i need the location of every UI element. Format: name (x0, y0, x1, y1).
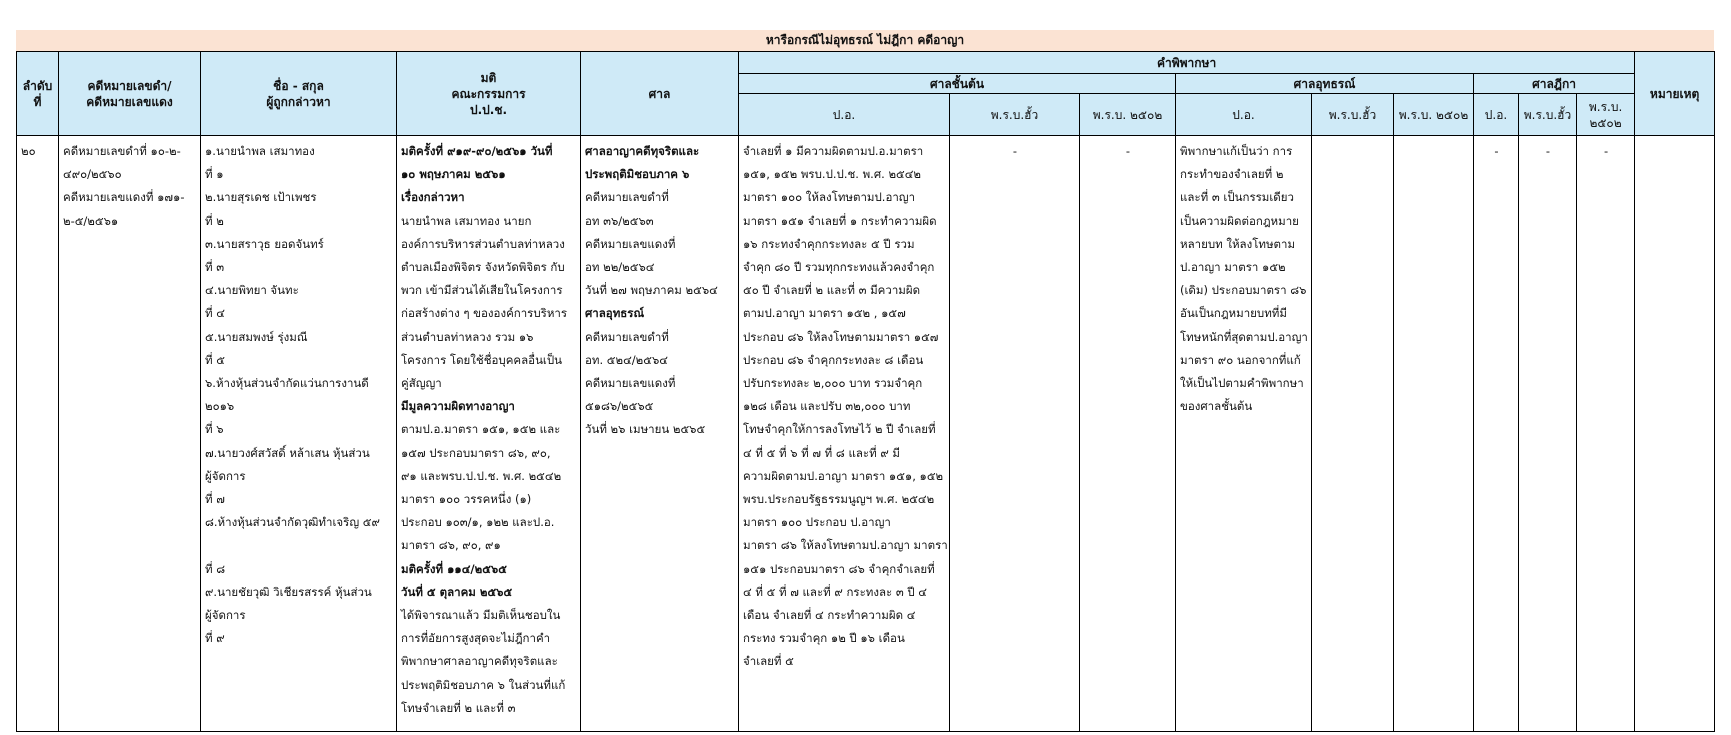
court-line: ศาลอาญาคดีทุจริตและ (585, 144, 700, 158)
cell-remark (1635, 136, 1715, 732)
case-table (16, 51, 1715, 732)
cell-appeal-pr-2502 (1394, 136, 1474, 732)
name-line: ที่ ๖ (205, 422, 224, 437)
resolution-line: ก่อสร้างต่าง ๆ ขององค์การบริหาร (401, 306, 568, 321)
header-appeal-pr-hua: พ.ร.บ.ฮั้ว (1312, 94, 1394, 136)
header-judgment: คำพิพากษา (739, 52, 1635, 74)
first-court-line: มาตรา ๑๕๑ จำเลยที่ ๑ กระทำความผิด (743, 213, 937, 228)
resolution-line: ตำบลเมืองพิจิตร จังหวัดพิจิตร กับ (401, 260, 565, 275)
first-court-line: จำเลยที่ ๕ (743, 654, 794, 669)
court-line: อท. ๕๒๔/๒๕๖๔ (585, 352, 668, 367)
name-line: ๕.นายสมพงษ์ รุ่งมณี (205, 329, 308, 344)
first-court-line: ประกอบ ๘๖ ให้ลงโทษตามมาตรา ๑๕๗ (743, 329, 939, 344)
name-line: ๓.นายสราวุธ ยอดจันทร์ (205, 236, 324, 251)
appeal-court-line: และที่ ๓ เป็นกรรมเดียว (1180, 190, 1294, 205)
first-court-line: เดือน จำเลยที่ ๔ กระทำความผิด ๔ (743, 608, 916, 623)
court-line: อท ๒๒/๒๕๖๔ (585, 260, 655, 275)
name-line: ๒๐๑๖ (205, 399, 235, 414)
header-court: ศาล (581, 52, 739, 136)
name-line: ๒.นายสุรเดช เป้าเพชร (205, 190, 317, 205)
cell-case-no (59, 136, 201, 732)
appeal-court-line: (เดิม) ประกอบมาตรา ๘๖ (1180, 283, 1307, 298)
header-no: ลำดับ ที่ (17, 52, 59, 136)
header-sup-pr-hua: พ.ร.บ.ฮั้ว (1519, 94, 1577, 136)
first-court-line: ๑๕๑ ประกอบมาตรา ๘๖ จำคุกจำเลยที่ (743, 561, 935, 576)
name-line: ๑.นายนำพล เสมาทอง (205, 144, 315, 158)
first-court-line: กระทง รวมจำคุก ๑๒ ปี ๑๖ เดือน (743, 631, 905, 646)
first-court-line: มาตรา ๑๐๐ ให้ลงโทษตามป.อาญา (743, 190, 916, 205)
name-line: ที่ ๑ (205, 167, 224, 182)
resolution-line: ประพฤติมิชอบภาค ๖ ในส่วนที่แก้ (401, 677, 566, 692)
cell-first-pr-hua: - (950, 136, 1080, 732)
appeal-court-line: มาตรา ๙๐ นอกจากที่แก้ (1180, 352, 1301, 367)
court-line: คดีหมายเลขดำที่ (585, 190, 669, 205)
header-appeal-pr-2502: พ.ร.บ. ๒๕๐๒ (1394, 94, 1474, 136)
resolution-line: องค์การบริหารส่วนตำบลท่าหลวง (401, 236, 565, 251)
sheet-title: หารือกรณีไม่อุทธรณ์ ไม่ฎีกา คดีอาญา (16, 30, 1714, 52)
first-court-line: มาตรา ๘๖ ให้ลงโทษตามป.อาญา มาตรา (743, 538, 948, 553)
appeal-court-line: ป.อาญา มาตรา ๑๕๒ (1180, 260, 1286, 275)
court-line: ศาลอุทธรณ์ (585, 306, 645, 321)
first-court-line: มาตรา ๑๐๐ ประกอบ ป.อาญา (743, 515, 891, 530)
resolution-line: มาตรา ๑๐๐ วรรคหนึ่ง (๑) (401, 492, 532, 507)
cell-sup-pr-2502: - (1577, 136, 1635, 732)
court-line: คดีหมายเลขแดงที่ (585, 236, 676, 251)
name-line (205, 534, 393, 557)
appeal-court-line: พิพากษาแก้เป็นว่า การ (1180, 144, 1293, 158)
name-line: ๔.นายพิทยา จันทะ (205, 283, 299, 298)
name-line: ที่ ๘ (205, 561, 226, 576)
resolution-line: ๑๐ พฤษภาคม ๒๕๖๑ (401, 167, 506, 182)
resolution-line: มีมูลความผิดทางอาญา (401, 399, 515, 414)
name-line: ที่ ๔ (205, 306, 225, 321)
name-line: ๙.นายชัยวุฒิ วิเชียรสรรค์ หุ้นส่วน (205, 584, 372, 599)
first-court-line: ประกอบ ๘๖ จำคุกกระทงละ ๘ เดือน (743, 352, 924, 367)
header-first-court: ศาลชั้นต้น (739, 74, 1176, 94)
resolution-line: มาตรา ๘๖, ๙๐, ๙๑ (401, 538, 501, 553)
header-sup-pa: ป.อ. (1474, 94, 1519, 136)
resolution-line: ส่วนตำบลท่าหลวง รวม ๑๖ (401, 329, 534, 344)
header-supreme-court: ศาลฎีกา (1474, 74, 1635, 94)
resolution-line: โทษจำเลยที่ ๒ และที่ ๓ (401, 700, 516, 715)
name-line: ที่ ๓ (205, 260, 225, 275)
court-line: ๕๑๘๖/๒๕๖๕ (585, 399, 654, 414)
cell-appeal-pr-hua (1312, 136, 1394, 732)
resolution-line: โครงการ โดยใช้ชื่อบุคคลอื่นเป็น (401, 352, 563, 367)
first-court-line: ตามป.อาญา มาตรา ๑๕๒ , ๑๕๗ (743, 306, 906, 321)
name-line: ที่ ๒ (205, 213, 224, 228)
case-no-line: คดีหมายเลขดำที่ ๑๐-๒- (63, 144, 181, 158)
resolution-line: ได้พิจารณาแล้ว มีมติเห็นชอบใน (401, 608, 561, 623)
cell-appeal-pa (1176, 136, 1312, 732)
case-no-line: ๔๙๐/๒๕๖๐ (63, 167, 122, 182)
cell-first-pr-2502: - (1080, 136, 1176, 732)
court-line: อท ๓๖/๒๕๖๓ (585, 213, 654, 228)
name-line: ๘.ห้างหุ้นส่วนจำกัดวุฒิทำเจริญ ๕๙ (205, 515, 380, 530)
name-line: ๗.นายวงศ์สวัสดิ์ หล้าเสน หุ้นส่วน (205, 445, 370, 460)
appeal-court-line: ของศาลชั้นต้น (1180, 399, 1253, 414)
name-line: ที่ ๗ (205, 492, 225, 507)
resolution-line: ตามป.อ.มาตรา ๑๕๑, ๑๕๒ และ (401, 422, 561, 437)
cell-no: ๒๐ (17, 136, 59, 732)
first-court-line: ๕๐ ปี จำเลยที่ ๒ และที่ ๓ มีความผิด (743, 283, 921, 298)
appeal-court-line: อันเป็นกฎหมายบทที่มี (1180, 306, 1287, 321)
first-court-line: จำเลยที่ ๑ มีความผิดตามป.อ.มาตรา (743, 144, 924, 158)
name-line: ที่ ๙ (205, 631, 225, 646)
header-first-pa: ป.อ. (739, 94, 950, 136)
resolution-line: พวก เข้ามีส่วนได้เสียในโครงการ (401, 283, 563, 298)
first-court-line: ๔ ที่ ๕ ที่ ๖ ที่ ๗ ที่ ๘ และที่ ๙ มี (743, 445, 900, 460)
name-line: ผู้จัดการ (205, 468, 246, 483)
first-court-line: ๑๒๘ เดือน และปรับ ๓๒,๐๐๐ บาท (743, 399, 911, 414)
resolution-line: ๙๑ และพรบ.ป.ป.ช. พ.ศ. ๒๕๔๒ (401, 468, 562, 483)
case-no-line: คดีหมายเลขแดงที่ ๑๗๑- (63, 190, 185, 205)
appeal-court-line: ให้เป็นไปตามคำพิพากษา (1180, 376, 1304, 391)
resolution-line: พิพากษาศาลอาญาคดีทุจริตและ (401, 654, 558, 669)
name-line: ผู้จัดการ (205, 608, 246, 623)
header-name: ชื่อ - สกุล ผู้ถูกกล่าวหา (201, 52, 397, 136)
first-court-line: ปรับกระทงละ ๒,๐๐๐ บาท รวมจำคุก (743, 376, 923, 391)
resolution-line: คู่สัญญา (401, 376, 442, 391)
first-court-line: พรบ.ประกอบรัฐธรรมนูญฯ พ.ศ. ๒๕๔๒ (743, 492, 935, 507)
first-court-line: ความผิดตามป.อาญา มาตรา ๑๕๑, ๑๕๒ (743, 468, 944, 483)
first-court-line: ๑๖ กระทงจำคุกกระทงละ ๕ ปี รวม (743, 236, 915, 251)
appeal-court-line: หลายบท ให้ลงโทษตาม (1180, 236, 1296, 251)
appeal-court-line: โทษหนักที่สุดตามป.อาญา (1180, 329, 1308, 344)
resolution-line: เรื่องกล่าวหา (401, 190, 465, 205)
court-line: คดีหมายเลขดำที่ (585, 329, 669, 344)
resolution-line: มติครั้งที่ ๑๑๔/๒๕๖๕ (401, 561, 507, 576)
cell-first-pa (739, 136, 950, 732)
court-line: วันที่ ๒๗ พฤษภาคม ๒๕๖๔ (585, 283, 718, 298)
header-first-pr-2502: พ.ร.บ. ๒๕๐๒ (1080, 94, 1176, 136)
appeal-court-line: เป็นความผิดต่อกฎหมาย (1180, 213, 1299, 228)
header-resolution: มติ คณะกรรมการ ป.ป.ช. (397, 52, 581, 136)
cell-sup-pa: - (1474, 136, 1519, 732)
case-no-line: ๒-๕/๒๕๖๑ (63, 213, 119, 228)
court-line: ประพฤติมิชอบภาค ๖ (585, 167, 690, 182)
first-court-line: ๔ ที่ ๕ ที่ ๗ และที่ ๙ กระทงละ ๓ ปี ๔ (743, 584, 928, 599)
cell-court (581, 136, 739, 732)
resolution-line: นายนำพล เสมาทอง นายก (401, 213, 532, 228)
court-line: วันที่ ๒๖ เมษายน ๒๕๖๕ (585, 422, 706, 437)
cell-names (201, 136, 397, 732)
name-line: ๖.ห้างหุ้นส่วนจำกัดแว่นการงานดี (205, 376, 369, 391)
resolution-line: วันที่ ๕ ตุลาคม ๒๕๖๕ (401, 584, 513, 599)
first-court-line: ๑๕๑, ๑๕๒ พรบ.ป.ป.ช. พ.ศ. ๒๕๔๒ (743, 167, 922, 182)
resolution-line: ประกอบ ๑๐๓/๑, ๑๒๒ และป.อ. (401, 515, 555, 530)
court-line: คดีหมายเลขแดงที่ (585, 376, 676, 391)
first-court-line: โทษจำคุกให้การลงโทษไว้ ๒ ปี จำเลยที่ (743, 422, 936, 437)
header-sup-pr-2502: พ.ร.บ. ๒๕๐๒ (1577, 94, 1635, 136)
header-remark: หมายเหตุ (1635, 52, 1715, 136)
resolution-line: ๑๕๗ ประกอบมาตรา ๘๖, ๙๐, (401, 445, 551, 460)
appeal-court-line: กระทำของจำเลยที่ ๒ (1180, 167, 1284, 182)
header-first-pr-hua: พ.ร.บ.ฮั้ว (950, 94, 1080, 136)
header-appeal-court: ศาลอุทธรณ์ (1176, 74, 1474, 94)
header-case-no: คดีหมายเลขดำ/ คดีหมายเลขแดง (59, 52, 201, 136)
table-row (17, 136, 1715, 732)
name-line: ที่ ๕ (205, 352, 225, 367)
cell-sup-pr-hua: - (1519, 136, 1577, 732)
resolution-line: มติครั้งที่ ๙๑๙-๙๐/๒๕๖๑ วันที่ (401, 144, 553, 158)
resolution-line: การที่อัยการสูงสุดจะไม่ฎีกาคำ (401, 631, 551, 646)
header-appeal-pa: ป.อ. (1176, 94, 1312, 136)
first-court-line: จำคุก ๘๐ ปี รวมทุกกระทงแล้วคงจำคุก (743, 260, 935, 275)
cell-resolution (397, 136, 581, 732)
